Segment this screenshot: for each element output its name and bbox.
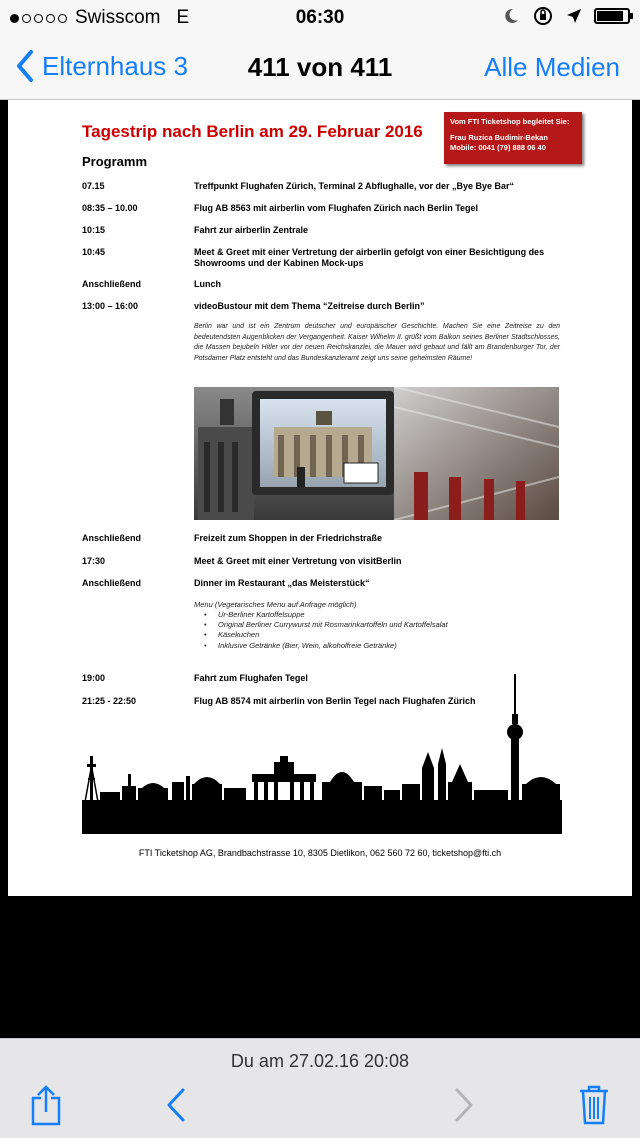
share-icon [29,1084,63,1126]
document-image[interactable] [8,100,632,896]
schedule-time: Anschließend [82,533,142,543]
schedule-time: Anschließend [82,578,142,588]
schedule-desc: Dinner im Restaurant „das Meisterstück“ [194,578,370,588]
status-bar [0,0,640,36]
share-button[interactable] [26,1083,66,1127]
next-icon [454,1088,474,1122]
contact-heading: Vom FTI Ticketshop begleitet Sie: [450,117,570,126]
navigation-bar [0,36,640,100]
network-type: E [176,7,190,28]
trash-icon [578,1085,610,1125]
schedule-time: 21:25 - 22:50 [82,696,137,706]
battery-level [597,11,623,21]
back-button[interactable] [16,50,188,82]
contact-box [444,112,582,164]
schedule-desc: Meet & Greet mit einer Vertretung von visitBerlin [194,556,402,566]
moon-icon [502,7,520,25]
videobus-photo-graphic [194,387,559,520]
schedule-desc: Fahrt zum Flughafen Tegel [194,673,308,683]
schedule-time: 13:00 – 16:00 [82,301,139,311]
videobus-photo [194,387,559,520]
schedule-time: 08:35 – 10.00 [82,203,138,213]
photo-caption: Du am 27.02.16 20:08 [230,1051,410,1071]
schedule-desc: Freizeit zum Shoppen in der Friedrichstraße [194,533,383,543]
all-media-button[interactable]: Alle Medien [484,52,620,82]
schedule-time: 19:00 [82,673,106,683]
status-time: 06:30 [295,7,345,28]
carrier-name: Swisscom [75,7,161,28]
bottom-toolbar [0,1038,640,1138]
menu-heading: Menu (Vegetarisches Menu auf Anfrage möglich) [194,600,357,609]
contact-mobile: Mobile: 0041 (79) 888 06 40 [450,143,546,153]
schedule-desc: Flug AB 8574 mit airberlin von Berlin Tegel nach Flughafen Zürich [194,696,476,706]
schedule-desc: Lunch [194,279,221,289]
menu-item: • Ur-Berliner Kartoffelsuppe [204,610,554,620]
schedule-desc: Flug AB 8563 mit airberlin vom Flughafen Zürich nach Berlin Tegel [194,203,479,213]
menu-list [204,610,554,651]
next-button[interactable] [444,1083,484,1127]
page-title: 411 von 411 [247,52,393,82]
menu-item: • Original Berliner Currywurst mit Rosmarinkartoffeln und Kartoffelsalat [204,620,554,630]
previous-icon [166,1088,186,1122]
schedule-desc: videoBustour mit dem Thema “Zeitreise durch Berlin” [194,301,425,311]
document-title: Tagestrip nach Berlin am 29. Februar 2016 [82,122,423,141]
program-heading: Programm [82,154,148,169]
schedule-time: 10:15 [82,225,106,235]
back-chevron-icon [16,50,34,82]
berlin-skyline-image [82,674,562,836]
schedule-time: 17:30 [82,556,106,566]
schedule-desc: Fahrt zur airberlin Zentrale [194,225,309,235]
location-icon [566,8,582,24]
schedule-desc: Meet & Greet mit einer Vertretung der airberlin gefolgt von einer Besichtigung des Showrooms und der Kabinen Mock-ups [194,247,545,268]
battery-icon [594,8,630,24]
delete-button[interactable] [574,1083,614,1127]
status-right [502,6,630,26]
back-button-label: Elternhaus 3 [42,50,188,81]
menu-block [194,600,554,651]
tour-description: Berlin war und ist ein Zentrum deutscher und europäischer Geschichte. Machen Sie eine Zeitreise zu den bedeutendsten Augenblicken der Vergangenheit. Kaiser Wilhelm II. grüßt vom Balkon seines Berliner Stadtschlosses, die Massen bejubeln Hitler vor der neuen Reichskanzlei, die Mauer wird gebaut und fällt am Brandenburger Tor, der Potsdamer Platz entsteht und das Bundeskanzleramt zeigt uns seine geheimsten Räume! [194,323,560,362]
orientation-lock-icon [532,6,554,26]
schedule-time: 10:45 [82,247,106,257]
menu-item: • Inklusive Getränke (Bier, Wein, alkoholfreie Getränke) [204,641,554,651]
schedule-desc: Treffpunkt Flughafen Zürich, Terminal 2 Abflughalle, vor der „Bye Bye Bar“ [194,181,515,191]
menu-item: • Käsekuchen [204,630,554,640]
contact-name: Frau Ruzica Budimir-Bekan [450,133,548,143]
schedule-time: Anschließend [82,279,142,289]
previous-button[interactable] [156,1083,196,1127]
document-footer: FTI Ticketshop AG, Brandbachstrasse 10, 8305 Dietlikon, 062 560 72 60, ticketshop@fti.ch [138,848,502,858]
schedule-time: 07.15 [82,181,105,191]
